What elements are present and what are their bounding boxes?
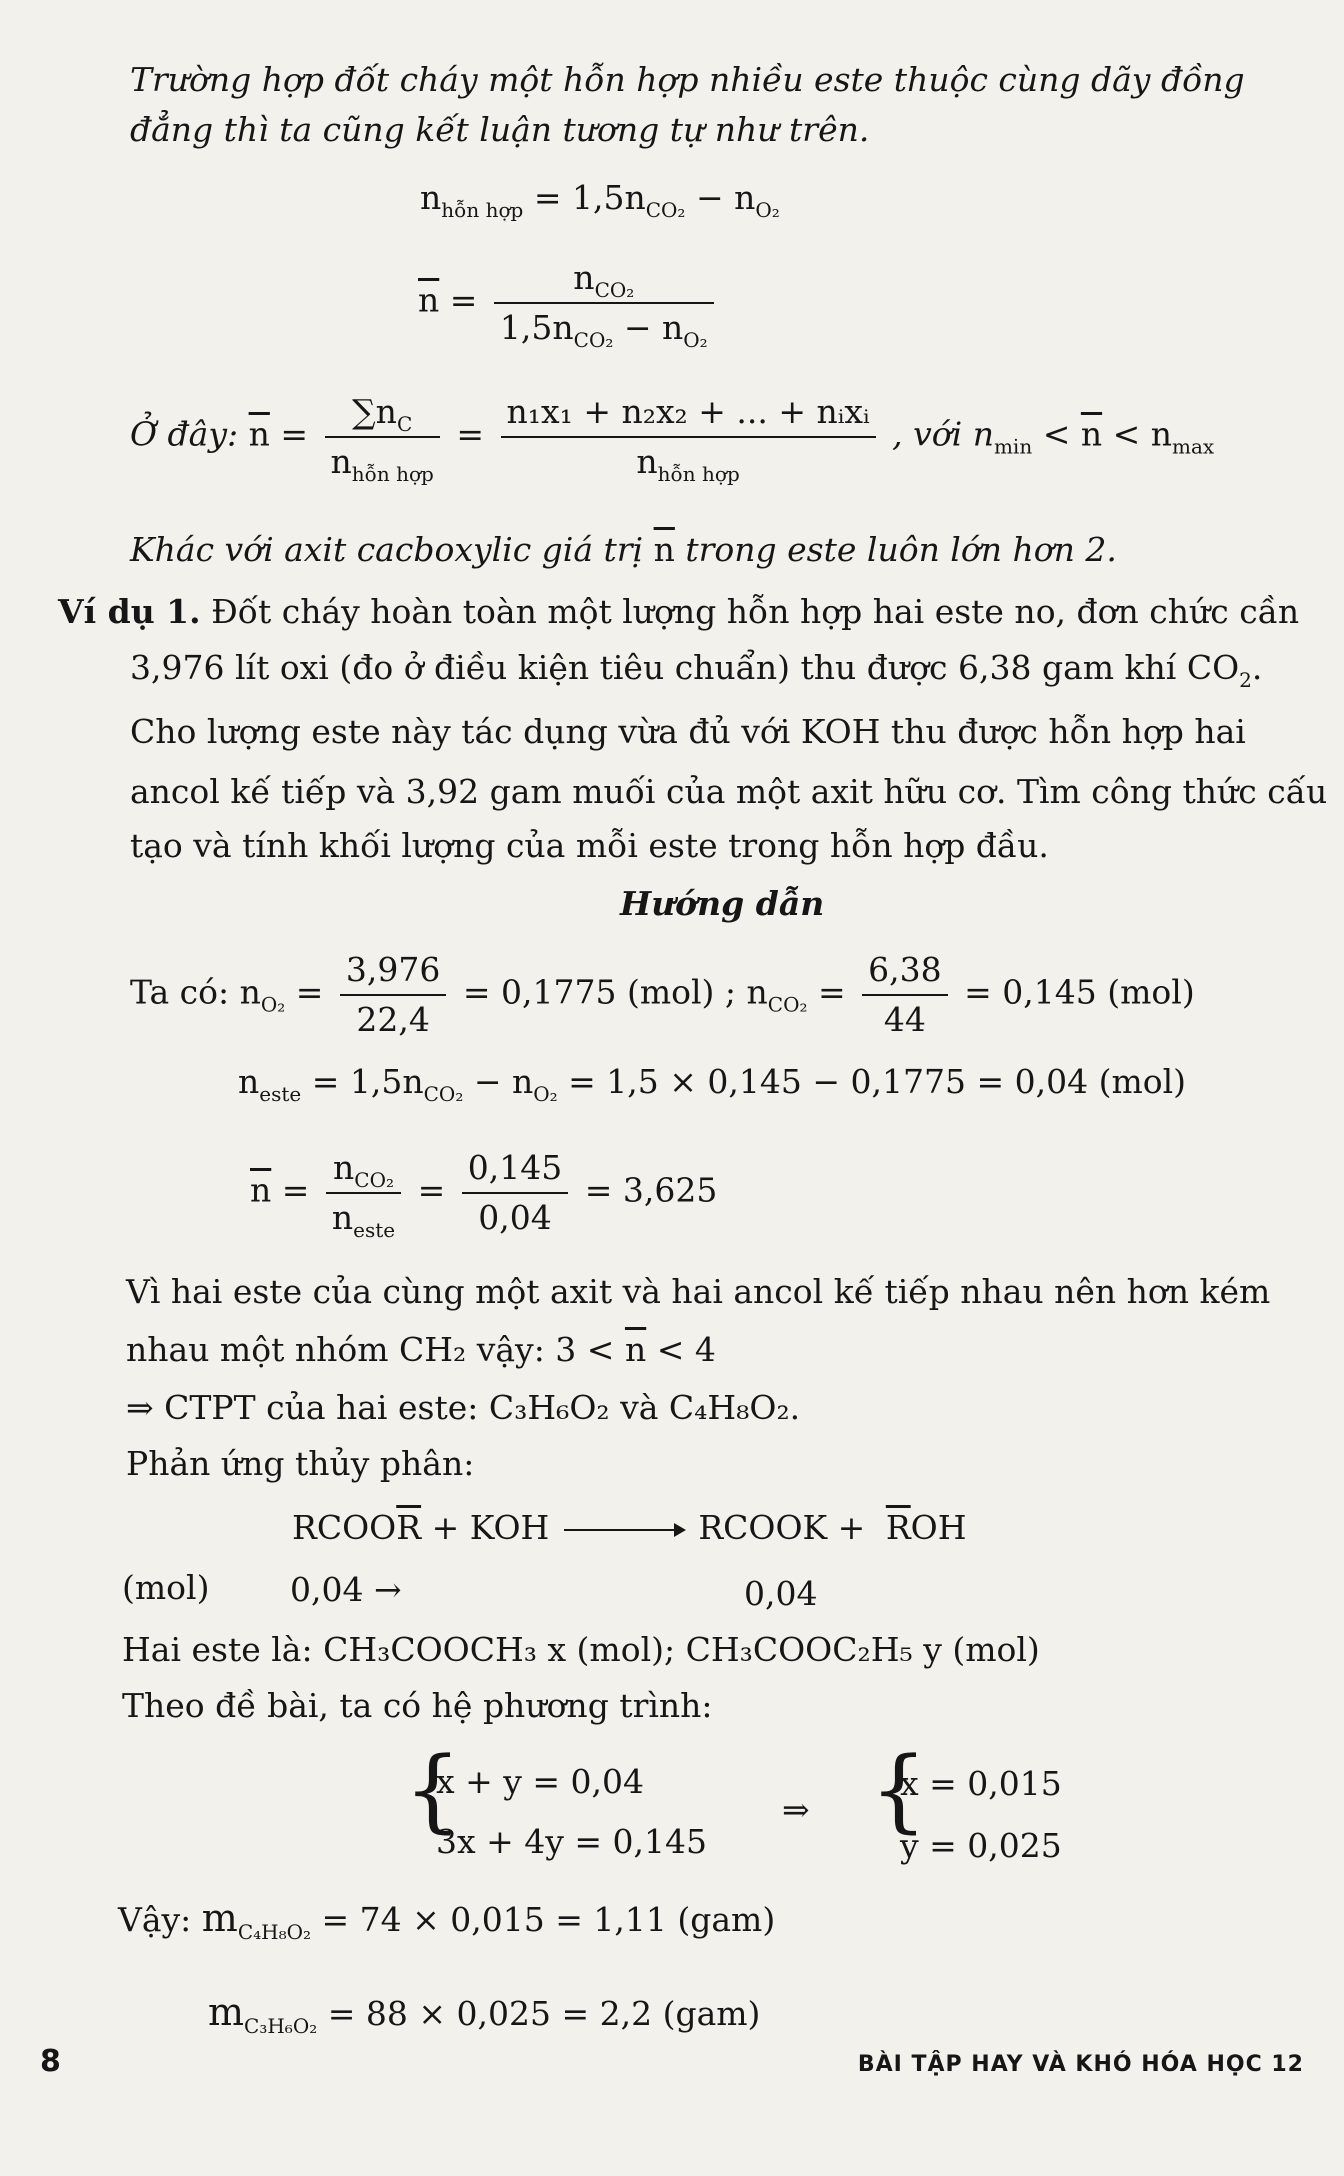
reaction-mol-left: 0,04 → — [290, 1570, 402, 1609]
implies-icon: ⇒ — [782, 1790, 810, 1829]
intro-line-2: đẳng thì ta cũng kết luận tương tự như trên. — [130, 110, 870, 149]
reaction-equation: RCOOR + KOH RCOOK + ROH — [292, 1508, 967, 1547]
page-number: 8 — [40, 2044, 61, 2079]
system-sol-1: x = 0,015 — [900, 1764, 1062, 1803]
reaction-mol-label: (mol) — [122, 1568, 210, 1607]
fraction: $\frac{6,38}{44}$ — [862, 950, 947, 1039]
fraction: $\frac{3,976}{22,4}$ — [340, 950, 446, 1039]
guide-p2: nhau một nhóm CH₂ vậy: 3 < n < 4 — [126, 1330, 716, 1369]
guide-p6: Theo đề bài, ta có hệ phương trình: — [122, 1686, 713, 1725]
result-mass-2: $m_{C_3H_6O_2} = 88 \times 0,025 = 2,2$ (gam) — [208, 1990, 761, 2038]
reaction-mol-right: 0,04 — [744, 1574, 818, 1613]
guide-p4: Phản ứng thủy phân: — [126, 1444, 475, 1483]
left-brace-icon: { — [404, 1738, 462, 1843]
book-title: BÀI TẬP HAY VÀ KHÓ HÓA HỌC 12 — [857, 2052, 1304, 2077]
example-line-2: 3,976 lít oxi (đo ở điều kiện tiêu chuẩn) thu được 6,38 gam khí $CO_2$. — [130, 648, 1263, 692]
note-line: Khác với axit cacboxylic giá trị n trong este luôn lớn hơn 2. — [130, 530, 1117, 569]
result-mass-1: Vậy: $m_{C_4H_8O_2} = 74 \times 0,015 = 1,11$ (gam) — [118, 1896, 776, 1944]
formula-n-mixture: $n_{hỗn hợp} = 1,5n_{CO_2} - n_{O_2}$ — [420, 178, 780, 222]
guide-n-este: $n_{este} = 1,5n_{CO_2} - n_{O_2} = 1,5 \times 0,145 - 0,1775 = 0,04$ (mol) — [238, 1062, 1187, 1106]
example-line-1: Ví dụ 1. Đốt cháy hoàn toàn một lượng hỗn hợp hai este no, đơn chức cần — [58, 592, 1300, 631]
guide-p5: Hai este là: CH₃COOCH₃ x (mol); CH₃COOC₂H₅ y (mol) — [122, 1630, 1040, 1669]
guide-title: Hướng dẫn — [620, 884, 825, 923]
system-eq-2: 3x + 4y = 0,145 — [436, 1822, 707, 1861]
guide-nbar: n = $\frac{n_{CO_2}}{n_{este}}$ = $\frac{0,145}{0,04}$ = 3,625 — [250, 1148, 718, 1242]
left-brace-icon-2: { — [870, 1738, 928, 1843]
example-line-3: Cho lượng este này tác dụng vừa đủ với KOH thu được hỗn hợp hai — [130, 712, 1246, 751]
reaction-arrow-icon — [564, 1529, 684, 1531]
example-line-4: ancol kế tiếp và 3,92 gam muối của một axit hữu cơ. Tìm công thức cấu — [130, 772, 1328, 811]
formula-average-definition: Ở đây: n = $\frac{\sum n_C}{n_{hỗn hợp}}$ = $\frac{\text{n₁x₁ + n₂x₂ + ... + nᵢxᵢ}}{n_{hỗn hợp}}$ , với $n_{min} < n < n_{max}$ — [130, 392, 1215, 486]
example-label: Ví dụ 1. — [58, 592, 201, 631]
fraction: $\frac{n_{CO_2}}{1,5n_{CO_2} - n_{O_2}}$ — [494, 258, 714, 347]
example-line-5: tạo và tính khối lượng của mỗi este trong hỗn hợp đầu. — [130, 826, 1049, 865]
fraction: $\frac{n_{CO_2}}{n_{este}}$ — [326, 1148, 401, 1237]
system-sol-2: y = 0,025 — [900, 1826, 1062, 1865]
fraction: $\frac{0,145}{0,04}$ — [462, 1148, 568, 1237]
guide-ta-co: Ta có: $n_{O_2}$ = $\frac{3,976}{22,4}$ = 0,1775 (mol) ; $n_{CO_2}$ = $\frac{6,38}{44}$ = 0,145 (mol) — [130, 950, 1195, 1039]
system-eq-1: x + y = 0,04 — [436, 1762, 644, 1801]
guide-p1: Vì hai este của cùng một axit và hai ancol kế tiếp nhau nên hơn kém — [126, 1272, 1271, 1311]
guide-p3: ⇒ CTPT của hai este: C₃H₆O₂ và C₄H₈O₂. — [126, 1388, 801, 1427]
fraction: $\frac{\text{n₁x₁ + n₂x₂ + ... + nᵢxᵢ}}{n_{hỗn hợp}}$ — [501, 392, 876, 481]
intro-line-1: Trường hợp đốt cháy một hỗn hợp nhiều este thuộc cùng dãy đồng — [130, 60, 1245, 99]
fraction: $\frac{\sum n_C}{n_{hỗn hợp}}$ — [325, 392, 440, 481]
formula-nbar: n = $\frac{n_{CO_2}}{1,5n_{CO_2} - n_{O_2}}$ — [418, 258, 720, 347]
